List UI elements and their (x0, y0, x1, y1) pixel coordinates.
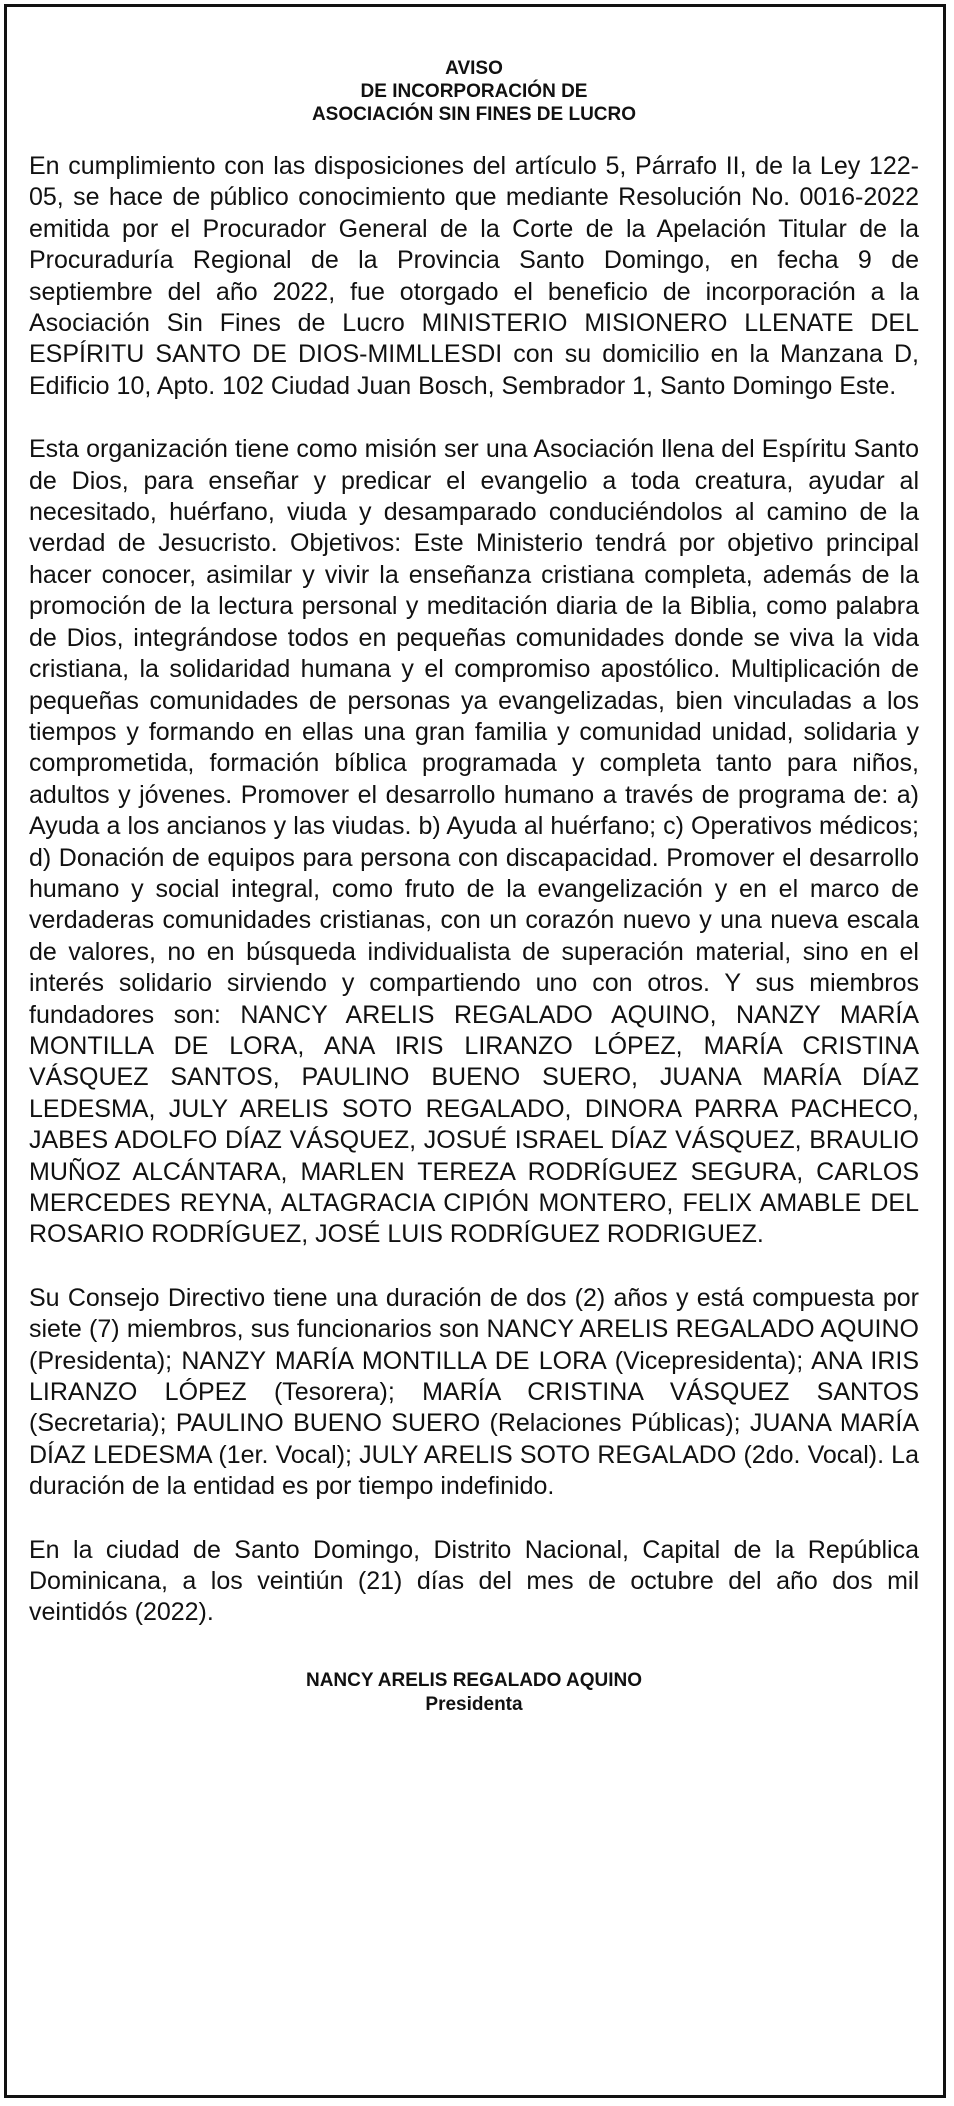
paragraph-mission: Esta organización tiene como misión ser una Asociación llena del Espíritu Santo de Dios, para enseñar y predicar el evangelio a toda creatura, ayudar al necesitado, huérfano, viuda y desamparado conduciéndolos al camino de la verdad de Jesucristo. Objetivos: Este Ministerio tendrá por objetivo principal hacer conocer, asimilar y vivir la enseñanza cristiana completa, además de la promoción de la lectura personal y meditación diaria de la Biblia, como palabra de Dios, integrándose todos en pequeñas comunidades donde se viva la vida cristiana, la solidaridad humana y el compromiso apostólico. Multiplicación de pequeñas comunidades de personas ya evangelizadas, bien vinculadas a los tiempos y formando en ellas una gran familia y comunidad unidad, solidaria y comprometida, formación bíblica programada y completa tanto para niños, adultos y jóvenes. Promover el desarrollo humano a través de programa de: a) Ayuda a los ancianos y las viudas. b) Ayuda al huérfano; c) Operativos médicos; d) Donación de equipos para persona con discapacidad. Promover el desarrollo humano y social integral, como fruto de la evangelización y en el marco de verdaderas comunidades cristianas, con un corazón nuevo y una nueva escala de valores, no en búsqueda individualista de superación material, sino en el interés solidario sirviendo y compartiendo uno con otros. Y sus miembros fundadores son: NANCY ARELIS REGALADO AQUINO, NANZY MARÍA MONTILLA DE LORA, ANA IRIS LIRANZO LÓPEZ, MARÍA CRISTINA VÁSQUEZ SANTOS, PAULINO BUENO SUERO, JUANA MARÍA DÍAZ LEDESMA, JULY ARELIS SOTO REGALADO, DINORA PARRA PACHECO, JABES ADOLFO DÍAZ VÁSQUEZ, JOSUÉ ISRAEL DÍAZ VÁSQUEZ, BRAULIO MUÑOZ ALCÁNTARA, MARLEN TEREZA RODRÍGUEZ SEGURA, CARLOS MERCEDES REYNA, ALTAGRACIA CIPIÓN MONTERO, FELIX AMABLE DEL ROSARIO RODRÍGUEZ, JOSÉ LUIS RODRÍGUEZ RODRIGUEZ. (29, 435, 919, 1249)
heading-line-1: AVISO (445, 58, 503, 79)
signature-block (29, 1669, 919, 1717)
paragraph-resolution: En cumplimiento con las disposiciones del artículo 5, Párrafo II, de la Ley 122-05, se hace de público conocimiento que mediante Resolución No. 0016-2022 emitida por el Procurador General de la Corte de la Apelación Titular de la Procuraduría Regional de la Provincia Santo Domingo, en fecha 9 de septiembre del año 2022, fue otorgado el beneficio de incorporación a la Asociación Sin Fines de Lucro MINISTERIO MISIONERO LLENATE DEL ESPÍRITU SANTO DE DIOS-MIMLLESDI con su domicilio en la Manzana D, Edificio 10, Apto. 102 Ciudad Juan Bosch, Sembrador 1, Santo Domingo Este. (29, 152, 919, 400)
heading-line-3: ASOCIACIÓN SIN FINES DE LUCRO (311, 104, 637, 125)
paragraph-closing: En la ciudad de Santo Domingo, Distrito Nacional, Capital de la República Dominicana, a los veintiún (21) días del mes de octubre del año dos mil veintidós (2022). (29, 1535, 919, 1627)
signature-name: NANCY ARELIS REGALADO AQUINO (305, 1669, 643, 1691)
heading-line-2: DE INCORPORACIÓN DE (360, 81, 588, 102)
notice-heading (29, 57, 919, 126)
legal-notice (4, 4, 946, 2098)
signature-role: Presidenta (425, 1693, 523, 1715)
paragraph-board: Su Consejo Directivo tiene una duración de dos (2) años y está compuesta por siete (7) miembros, sus funcionarios son NANCY ARELIS REGALADO AQUINO (Presidenta); NANZY MARÍA MONTILLA DE LORA (Vicepresidenta); ANA IRIS LIRANZO LÓPEZ (Tesorera); MARÍA CRISTINA VÁSQUEZ SANTOS (Secretaria); PAULINO BUENO SUERO (Relaciones Públicas); JUANA MARÍA DÍAZ LEDESMA (1er. Vocal); JULY ARELIS SOTO REGALADO (2do. Vocal). La duración de la entidad es por tiempo indefinido. (29, 1283, 919, 1501)
